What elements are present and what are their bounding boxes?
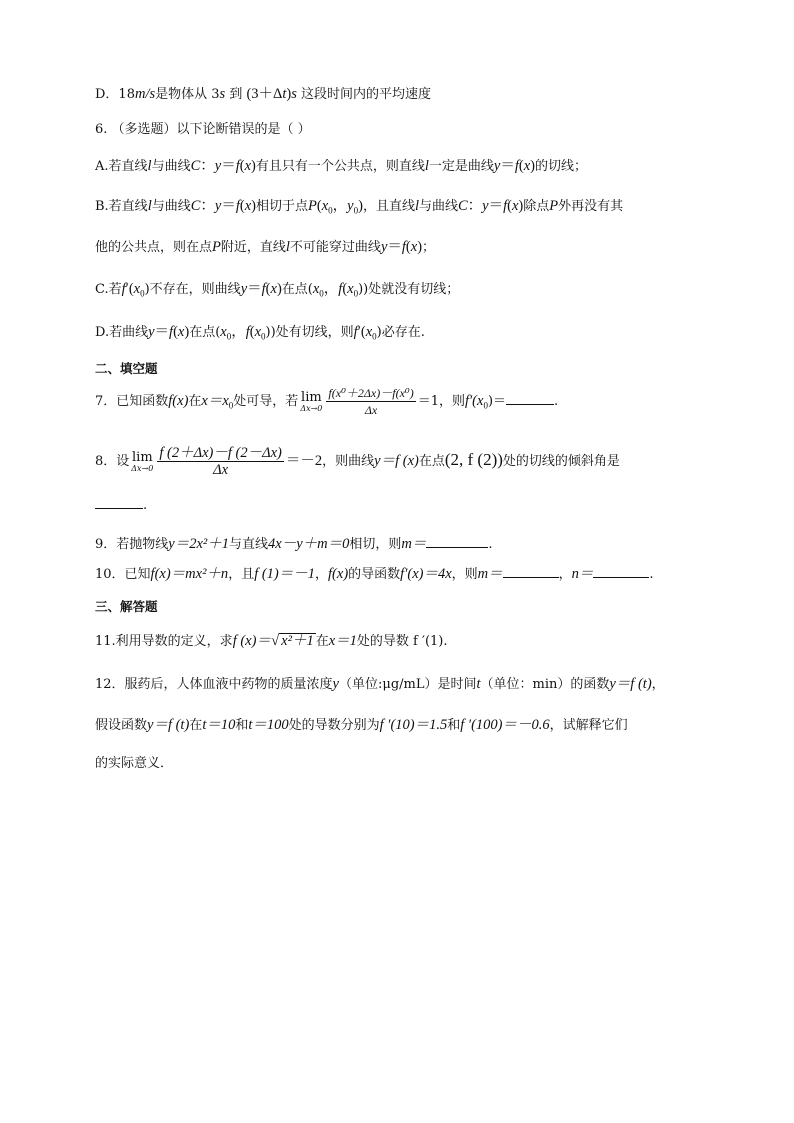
answer-blank[interactable] xyxy=(95,496,143,509)
fraction: $\frac{f (2+\Delta x)-f (2-\Delta x)}{\Delta x}$ xyxy=(159,445,282,478)
answer-blank[interactable] xyxy=(506,392,554,405)
question-6-option-a: A.若直线l与曲线C：y＝f(x)有且只有一个公共点，则直线l一定是曲线y＝f(x)的切线； xyxy=(95,158,588,174)
question-12-line1: 12．服药后，人体血液中药物的质量浓度y（单位:μg/mL）是时间t（单位：min）的函数y＝f (t)， xyxy=(95,676,665,692)
section-heading-fill-in: 二、填空题 xyxy=(95,361,158,376)
question-9: 9．若抛物线y＝2x²＋1与直线4x－y＋m＝0相切，则m＝ . xyxy=(95,536,493,552)
question-12-line3: 的实际意义． xyxy=(95,756,174,771)
question-6-title: 6. （多选题）以下论断错误的是（ ） xyxy=(95,122,311,137)
answer-blank-n[interactable] xyxy=(593,565,649,578)
option-d-line: D．18m/s是物体从 3s 到 (3＋Δt)s 这段时间内的平均速度 xyxy=(95,86,432,102)
question-6-option-b-line1: B.若直线l与曲线C：y＝f(x)相切于点$P(x_0$，$y_0$)，且直线l与曲线C：y＝f(x)除点P外再没有其 xyxy=(95,198,624,216)
question-7: 7．已知函数f(x)在$x=x_0$处可导，若 lim Δx→0 $\frac{\text{f(x⁰＋2Δx)－f(x⁰)}}{\Delta x}$ ＝1，则$f'(x_0)=$ . xyxy=(95,386,559,417)
answer-blank-m[interactable] xyxy=(503,565,559,578)
section-heading-solve: 三、解答题 xyxy=(95,599,158,614)
question-8: 8．设 lim Δx→0 $\frac{f (2+\Delta x)-f (2-\Delta x)}{\Delta x}$ ＝－2，则曲线y＝f (x)在点(2, f (2))处的切线的倾斜角是 xyxy=(95,445,620,478)
question-6-option-b-line2: 他的公共点，则在点P附近，直线l不可能穿过曲线y＝f(x)； xyxy=(95,239,436,255)
question-8-blank-line: . xyxy=(95,496,147,515)
question-11: 11.利用导数的定义，求f (x)＝√ x²＋1 在x＝1处的导数 f ′(1). xyxy=(95,633,448,649)
answer-blank[interactable] xyxy=(426,535,488,548)
fraction: $\frac{\text{f(x⁰＋2Δx)－f(x⁰)}}{\Delta x}$ xyxy=(328,386,414,417)
question-10: 10．已知f(x)＝mx²＋n，且f (1)＝－1，f(x)的导函数f′(x)＝4x，则m＝ ，n＝ . xyxy=(95,566,654,582)
question-12-line2: 假设函数y＝f (t)在t＝10和t＝100处的导数分别为f ′(10)＝1.5和f ′(100)＝－0.6，试解释它们 xyxy=(95,717,628,733)
question-6-option-c: C.若$f'(x_0)$不存在，则曲线y＝f(x)在点($x_0$，$f(x_0)$)处就没有切线； xyxy=(95,281,460,299)
limit-operator: lim Δx→0 xyxy=(300,389,323,413)
limit-operator: lim Δx→0 xyxy=(131,449,154,473)
question-6-option-d: D.若曲线y＝f(x)在点($x_0$，$f(x_0)$)处有切线，则$f'(x_0)$必存在. xyxy=(95,324,425,342)
